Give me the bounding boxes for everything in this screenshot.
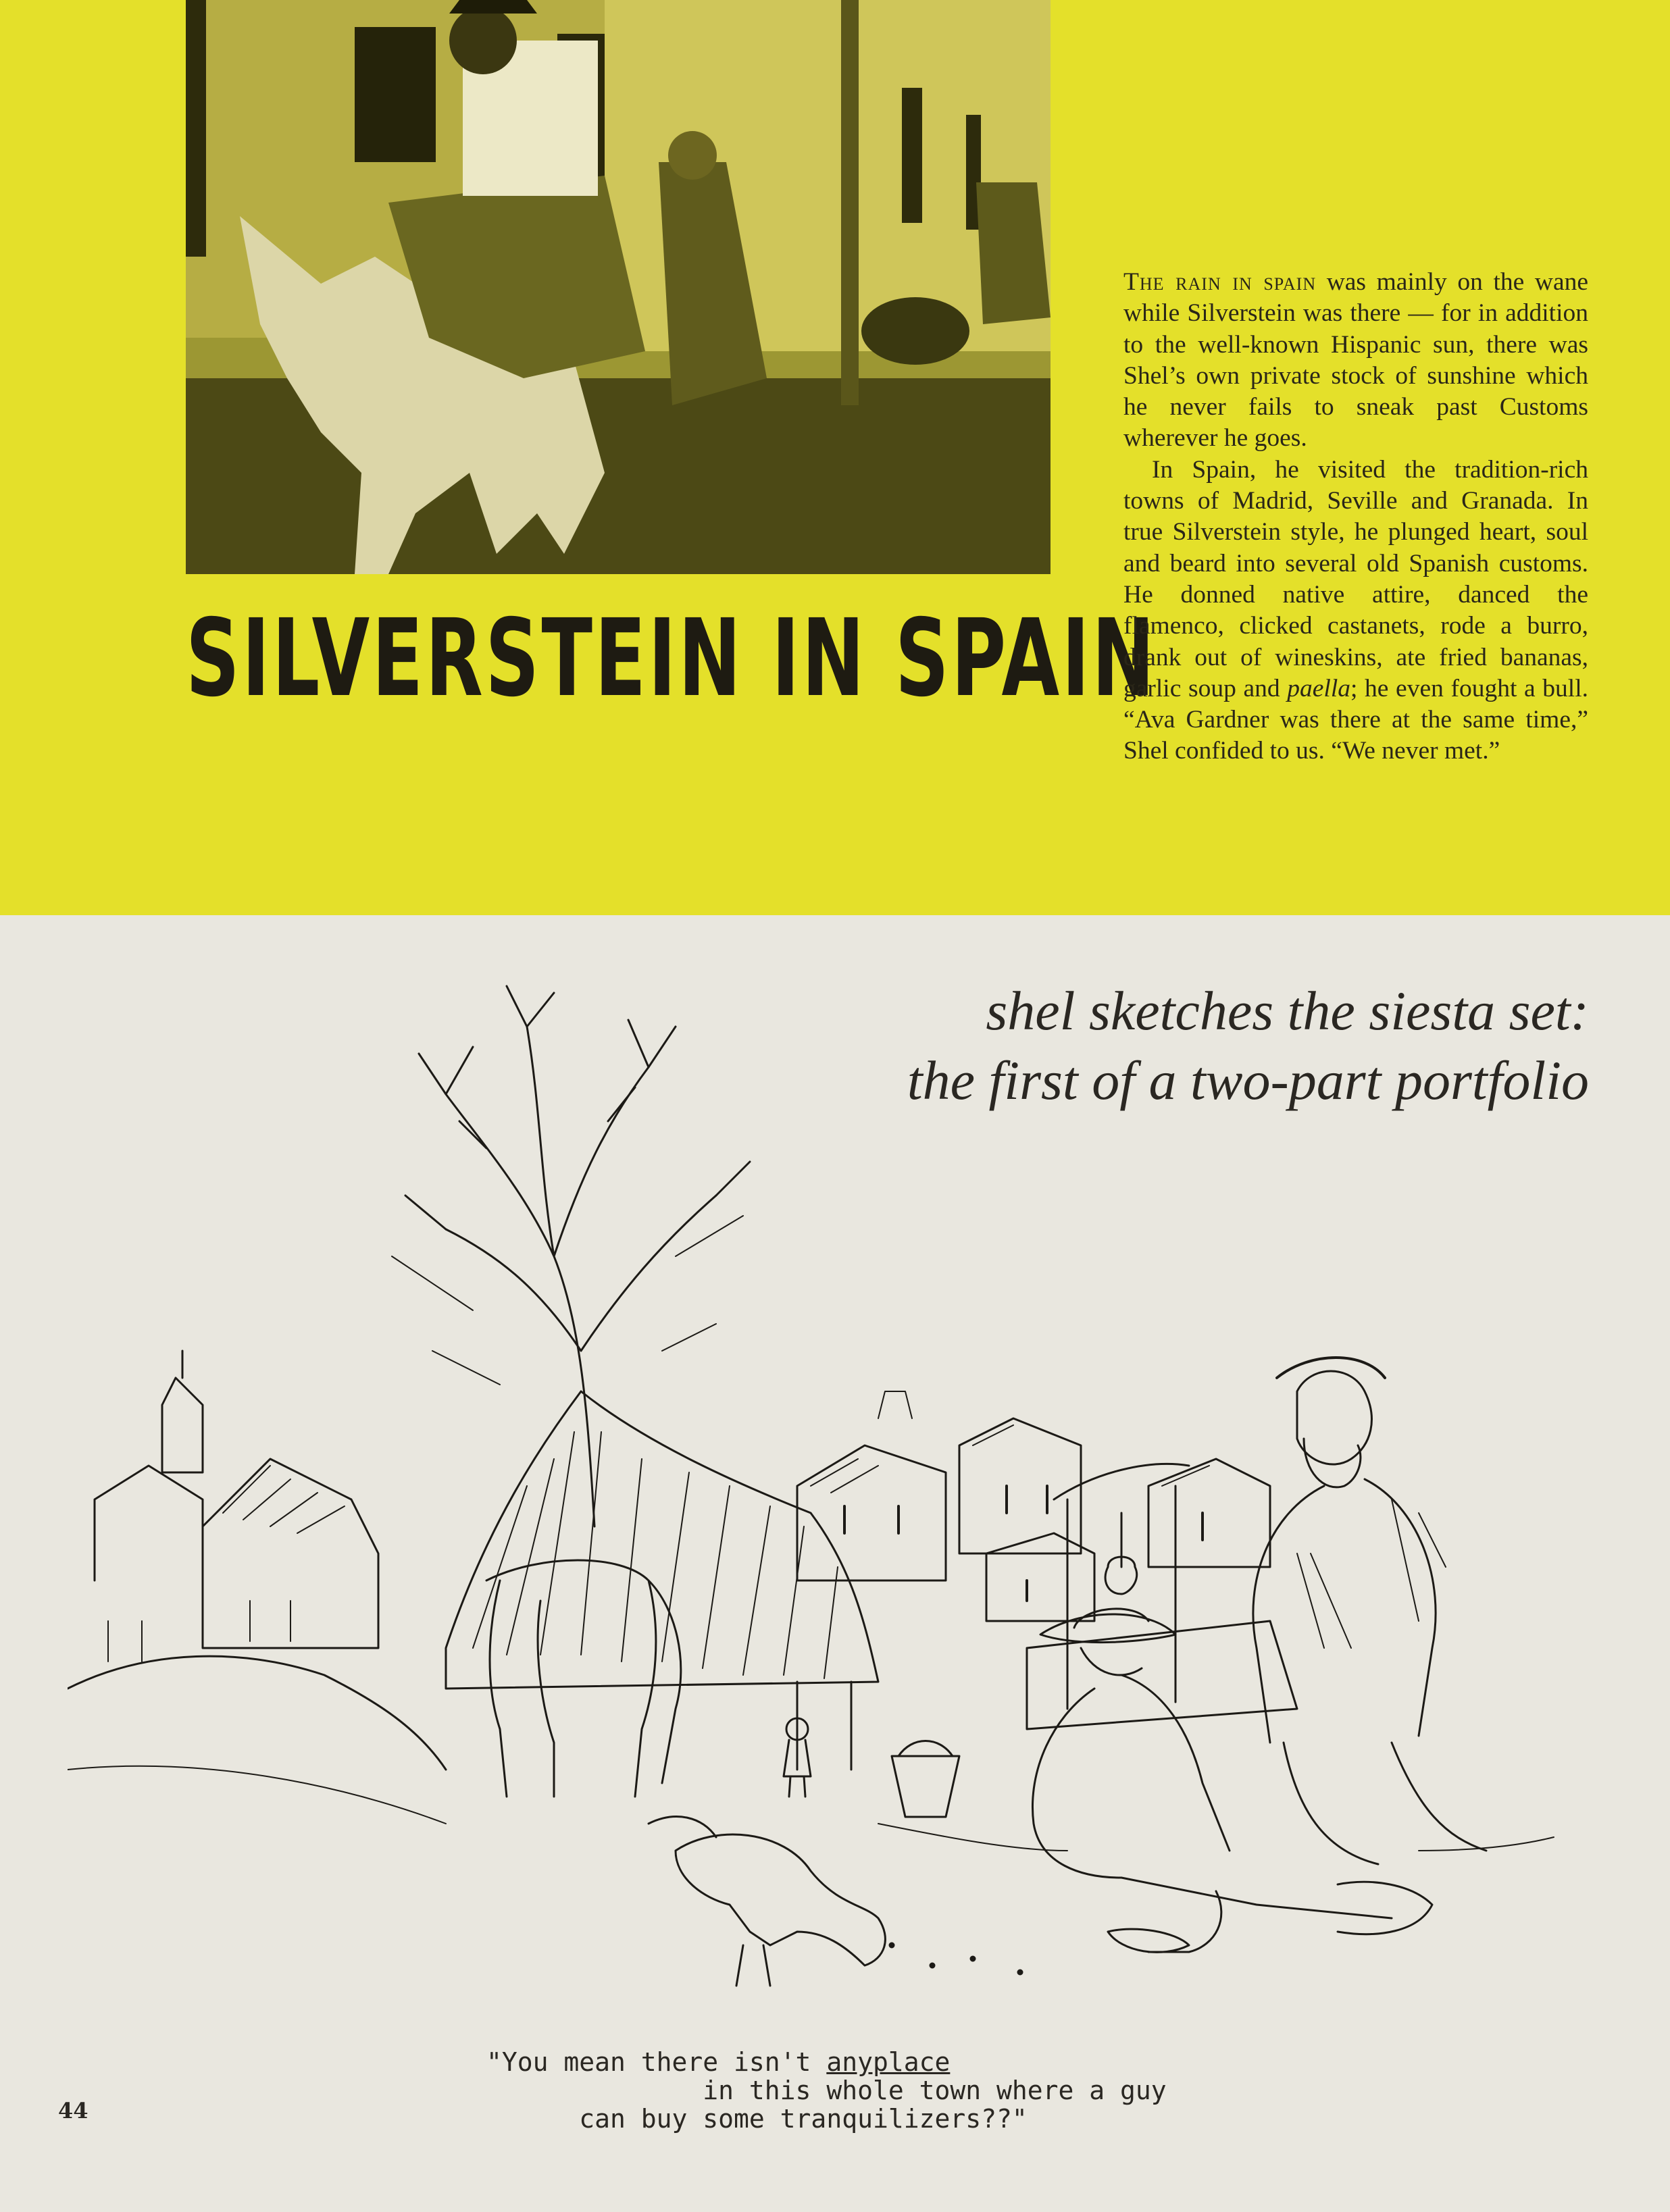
intro-p2-emphasis: paella (1287, 674, 1350, 702)
article-headline: SILVERSTEIN IN SPAIN (186, 596, 1157, 721)
caption-underlined-word: anyplace (826, 2047, 951, 2077)
page-number: 44 (58, 2098, 88, 2124)
intro-p2-text-b: ; he even fought a bull. “Ava Gardner was there at the same time,” Shel confided to us. “We never met.” (1123, 674, 1588, 765)
intro-lead-in: The rain in spain (1123, 268, 1317, 296)
portfolio-title-line-2: the first of a two-part portfolio (907, 1050, 1589, 1111)
intro-paragraph-2 (1123, 455, 1588, 767)
intro-text (1123, 267, 1588, 767)
intro-p2-text-a: In Spain, he visited the tradition-rich towns of Madrid, Seville and Granada. In true Silverstein style, he plunged heart, soul and beard into several old Spanish customs. He donned native attire, danced the flamenco, clicked castanets, rode a burro, drank out of wineskins, ate fried bananas, garlic soup and (1123, 455, 1588, 702)
portfolio-title-line-1: shel sketches the siesta set: (986, 980, 1589, 1041)
intro-p1-text: was mainly on the wane while Silverstein was there — for in addition to the well-known Hispanic sun, there was Shel’s own private stock of sunshine which he never fails to sneak past Customs wherever he goes. (1123, 268, 1589, 453)
sketch-drawing (68, 973, 1581, 1999)
siesta-sketch-illustration (68, 973, 1581, 1999)
portfolio-title (576, 976, 1589, 1115)
photo-illustration (186, 0, 1051, 574)
intro-paragraph-1 (1123, 267, 1588, 455)
cartoon-caption (486, 2048, 1365, 2133)
caption-part-1: "You mean there isn't (486, 2047, 827, 2077)
caption-part-2: in this whole town where a guy can buy some tranquilizers??" (579, 2076, 1167, 2134)
photo-man-on-burro (186, 0, 1051, 574)
